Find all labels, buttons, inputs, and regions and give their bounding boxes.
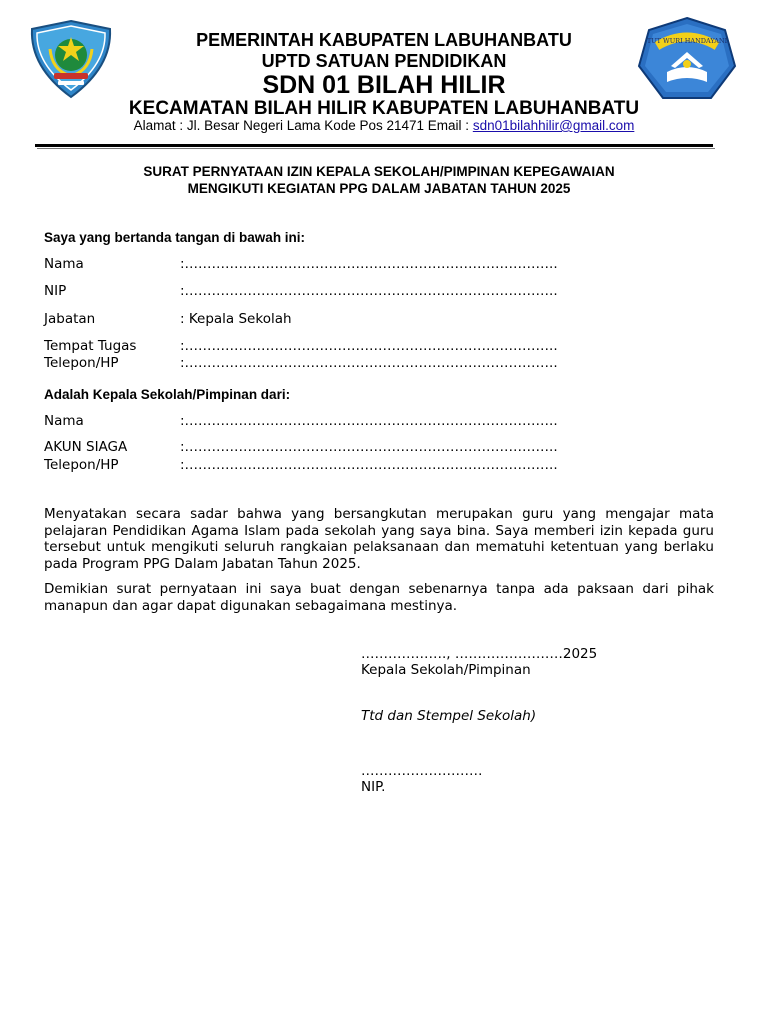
field-label-tempat-tugas: Tempat Tugas (44, 338, 137, 354)
closing-paragraph: Demikian surat pernyataan ini saya buat dengan sebenarnya tanpa ada paksaan dari pihak manapun dan agar dapat digunakan sebagaimana mestinya. (44, 581, 714, 614)
address-text: Alamat : Jl. Besar Negeri Lama Kode Pos 21471 Email : (133, 118, 473, 133)
document-title-line2: MENGIKUTI KEGIATAN PPG DALAM JABATAN TAHUN 2025 (187, 181, 571, 196)
field-value-telepon: :……………………………………………………………………….. (180, 355, 558, 371)
section2-heading: Adalah Kepala Sekolah/Pimpinan dari: (44, 387, 291, 402)
logo-motto-text: TUT WURI HANDAYANI (646, 37, 728, 45)
field-value-telepon-guru: :……………………………………………………………………….. (180, 457, 558, 473)
signature-stamp-note: Ttd dan Stempel Sekolah) (361, 708, 537, 724)
field-label-nama-guru: Nama (44, 413, 84, 429)
section1-heading: Saya yang bertanda tangan di bawah ini: (44, 230, 306, 245)
field-label-jabatan: Jabatan (44, 311, 96, 327)
signature-position: Kepala Sekolah/Pimpinan (361, 662, 531, 678)
field-value-tempat-tugas: :……………………………………………………………………….. (180, 338, 558, 354)
field-value-akun-siaga: :……………………………………………………………………….. (180, 439, 558, 455)
header-divider-thin (37, 148, 715, 149)
unit-line: UPTD SATUAN PENDIDIKAN (261, 51, 507, 71)
email-link[interactable]: sdn01bilahhilir@gmail.com (472, 118, 635, 133)
field-value-nama-guru: :……………………………………………………………………….. (180, 413, 558, 429)
document-title-line1: SURAT PERNYATAAN IZIN KEPALA SEKOLAH/PIMPINAN KEPEGAWAIAN (143, 164, 615, 179)
field-label-nama: Nama (44, 256, 84, 272)
field-label-telepon: Telepon/HP (44, 355, 119, 371)
field-label-nip: NIP (44, 283, 67, 299)
address-line (0, 118, 768, 133)
field-value-nip: :……………………………………………………………………….. (180, 283, 558, 299)
signature-name-line: ……………………… (361, 763, 483, 779)
field-label-akun-siaga: AKUN SIAGA (44, 439, 128, 455)
signature-date-line: ………………., ……………………2025 (361, 646, 598, 662)
signature-nip: NIP. (361, 779, 386, 795)
district-line: KECAMATAN BILAH HILIR KABUPATEN LABUHANBATU (128, 98, 640, 119)
header-divider (35, 144, 713, 147)
field-label-telepon-guru: Telepon/HP (44, 457, 119, 473)
field-value-jabatan: : Kepala Sekolah (180, 311, 292, 327)
field-value-nama: :……………………………………………………………………….. (180, 256, 558, 272)
government-line: PEMERINTAH KABUPATEN LABUHANBATU (196, 30, 572, 50)
statement-paragraph: Menyatakan secara sadar bahwa yang bersangkutan merupakan guru yang mengajar mata pelajaran Pendidikan Agama Islam pada sekolah yang saya bina. Saya memberi izin kepada guru tersebut untuk mengikuti seluruh rangkaian pelaksanaan dan mematuhi ketentuan yang berlaku pada Program PPG Dalam Jabatan Tahun 2025. (44, 506, 714, 572)
school-name: SDN 01 BILAH HILIR (262, 71, 506, 99)
